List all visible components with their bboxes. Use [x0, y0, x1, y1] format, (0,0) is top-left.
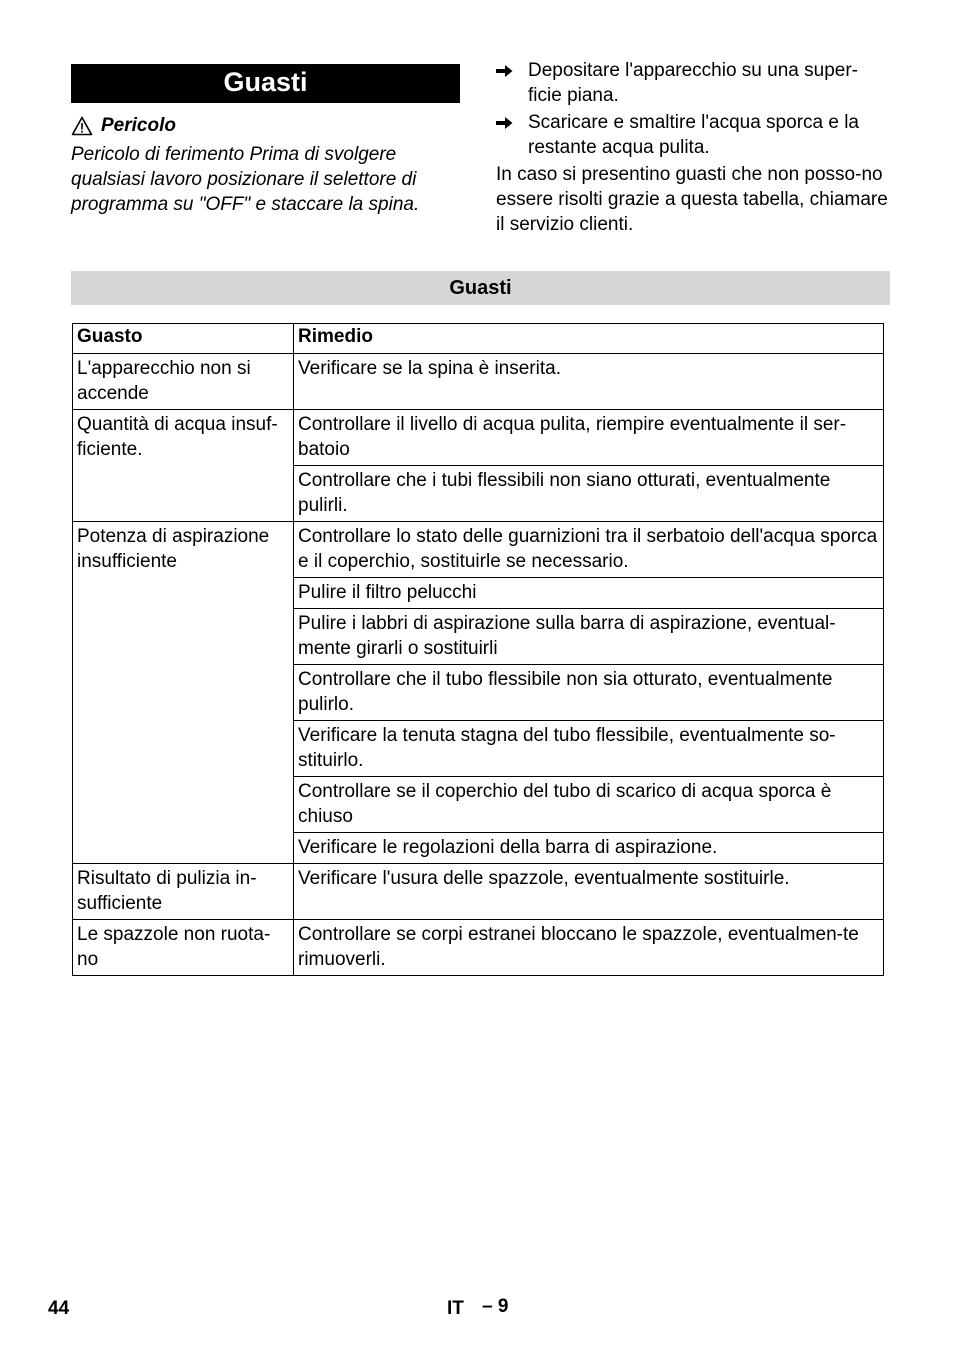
page-number: 44 — [48, 1298, 70, 1319]
remedy-cell: Verificare le regolazioni della barra di aspirazione. — [294, 833, 884, 864]
remedy-cell: Controllare se corpi estranei bloccano le spazzole, eventualmen-te rimuoverli. — [294, 920, 884, 976]
troubleshooting-table — [72, 323, 884, 976]
header-remedy: Rimedio — [294, 324, 884, 354]
fault-cell: Quantità di acqua insuf-ficiente. — [73, 410, 294, 522]
step-text: Scaricare e smaltire l'acqua sporca e la restante acqua pulita. — [528, 112, 859, 158]
fault-cell: Potenza di aspirazione insufficiente — [73, 522, 294, 864]
header-fault: Guasto — [73, 324, 294, 354]
language-code: IT — [447, 1298, 464, 1319]
warning-triangle-icon — [71, 116, 93, 136]
fault-cell: Le spazzole non ruota-no — [73, 920, 294, 976]
warning-heading — [71, 114, 460, 138]
table-header-row — [73, 324, 884, 354]
fault-cell: L'apparecchio non si accende — [73, 354, 294, 410]
fault-cell: Risultato di pulizia in-sufficiente — [73, 864, 294, 920]
remedy-cell: Pulire il filtro pelucchi — [294, 578, 884, 609]
step-item — [496, 110, 888, 160]
step-item — [496, 58, 888, 108]
remedy-cell: Verificare l'usura delle spazzole, eventualmente sostituirle. — [294, 864, 884, 920]
remedy-cell: Controllare se il coperchio del tubo di scarico di acqua sporca è chiuso — [294, 777, 884, 833]
remedy-cell: Pulire i labbri di aspirazione sulla barra di aspirazione, eventual-mente girarli o sostituirli — [294, 609, 884, 665]
table-row — [73, 410, 884, 466]
table-row — [73, 920, 884, 976]
table-row — [73, 864, 884, 920]
table-row — [73, 354, 884, 410]
arrow-right-icon — [496, 58, 528, 108]
remedy-cell: Controllare lo stato delle guarnizioni tra il serbatoio dell'acqua sporca e il coperchio, sostituirle se necessario. — [294, 522, 884, 578]
section-page-number: – 9 — [482, 1296, 509, 1317]
arrow-right-icon — [496, 110, 528, 160]
table-row — [73, 522, 884, 578]
remedy-cell: Controllare che il tubo flessibile non sia otturato, eventualmente pulirlo. — [294, 665, 884, 721]
remedy-cell: Verificare la tenuta stagna del tubo flessibile, eventualmente so-stituirlo. — [294, 721, 884, 777]
warning-text: Pericolo di ferimento Prima di svolgere qualsiasi lavoro posizionare il selettore di programma su "OFF" e staccare la spina. — [71, 144, 420, 215]
warning-label: Pericolo — [101, 115, 176, 136]
section-title: Guasti — [71, 64, 460, 103]
table-title: Guasti — [71, 271, 890, 305]
left-column — [71, 64, 460, 217]
service-note: In caso si presentino guasti che non posso-no essere risolti grazie a questa tabella, chiamare il servizio clienti. — [496, 164, 888, 235]
remedy-cell: Verificare se la spina è inserita. — [294, 354, 884, 410]
remedy-cell: Controllare che i tubi flessibili non siano otturati, eventualmente pulirli. — [294, 466, 884, 522]
step-text: Depositare l'apparecchio su una super-ficie piana. — [528, 60, 858, 106]
remedy-cell: Controllare il livello di acqua pulita, riempire eventualmente il ser-batoio — [294, 410, 884, 466]
right-column — [496, 58, 888, 237]
